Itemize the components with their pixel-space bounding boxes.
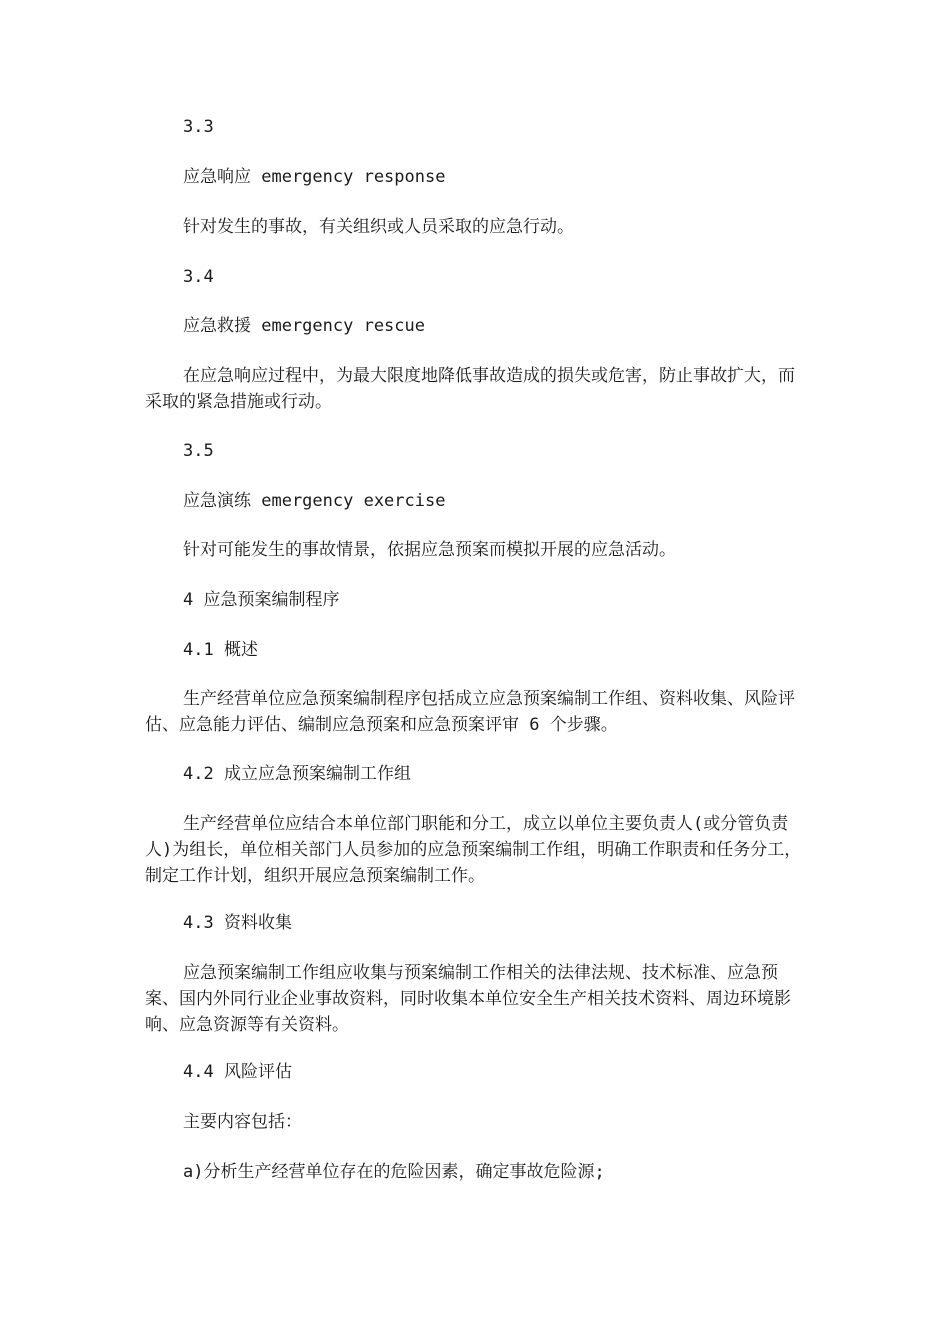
term-emergency-response: 应急响应 emergency response: [183, 167, 446, 187]
term-emergency-exercise: 应急演练 emergency exercise: [183, 491, 446, 511]
body-main-contents: 主要内容包括：: [183, 1112, 302, 1132]
term-emergency-rescue: 应急救援 emergency rescue: [183, 316, 425, 336]
heading-section-4-1: 4.1 概述: [183, 640, 258, 660]
section-number-3-4: 3.4: [183, 267, 214, 287]
heading-section-4-3: 4.3 资料收集: [183, 913, 292, 933]
heading-section-4-2: 4.2 成立应急预案编制工作组: [183, 764, 411, 784]
body-section-4-1: 生产经营单位应急预案编制程序包括成立应急预案编制工作组、资料收集、风险评估、应急能力评估、编制应急预案和应急预案评审 6 个步骤。: [145, 689, 795, 735]
heading-section-4-4: 4.4 风险评估: [183, 1062, 292, 1082]
section-number-3-3: 3.3: [183, 117, 214, 137]
body-section-4-2: 生产经营单位应结合本单位部门职能和分工，成立以单位主要负责人(或分管负责人)为组长，单位相关部门人员参加的应急预案编制工作组，明确工作职责和任务分工，制定工作计划，组织开展应急预案编制工作。: [145, 814, 802, 886]
section-number-3-5: 3.5: [183, 441, 214, 461]
body-section-4-3: 应急预案编制工作组应收集与预案编制工作相关的法律法规、技术标准、应急预案、国内外同行业企业事故资料，同时收集本单位安全生产相关技术资料、周边环境影响、应急资源等有关资料。: [145, 963, 791, 1035]
definition-emergency-rescue: 在应急响应过程中，为最大限度地降低事故造成的损失或危害，防止事故扩大，而采取的紧急措施或行动。: [145, 366, 795, 412]
heading-section-4: 4 应急预案编制程序: [183, 590, 340, 610]
definition-emergency-response: 针对发生的事故，有关组织或人员采取的应急行动。: [183, 217, 574, 237]
list-item-a: a)分析生产经营单位存在的危险因素，确定事故危险源;: [183, 1162, 605, 1182]
definition-emergency-exercise: 针对可能发生的事故情景，依据应急预案而模拟开展的应急活动。: [183, 540, 676, 560]
